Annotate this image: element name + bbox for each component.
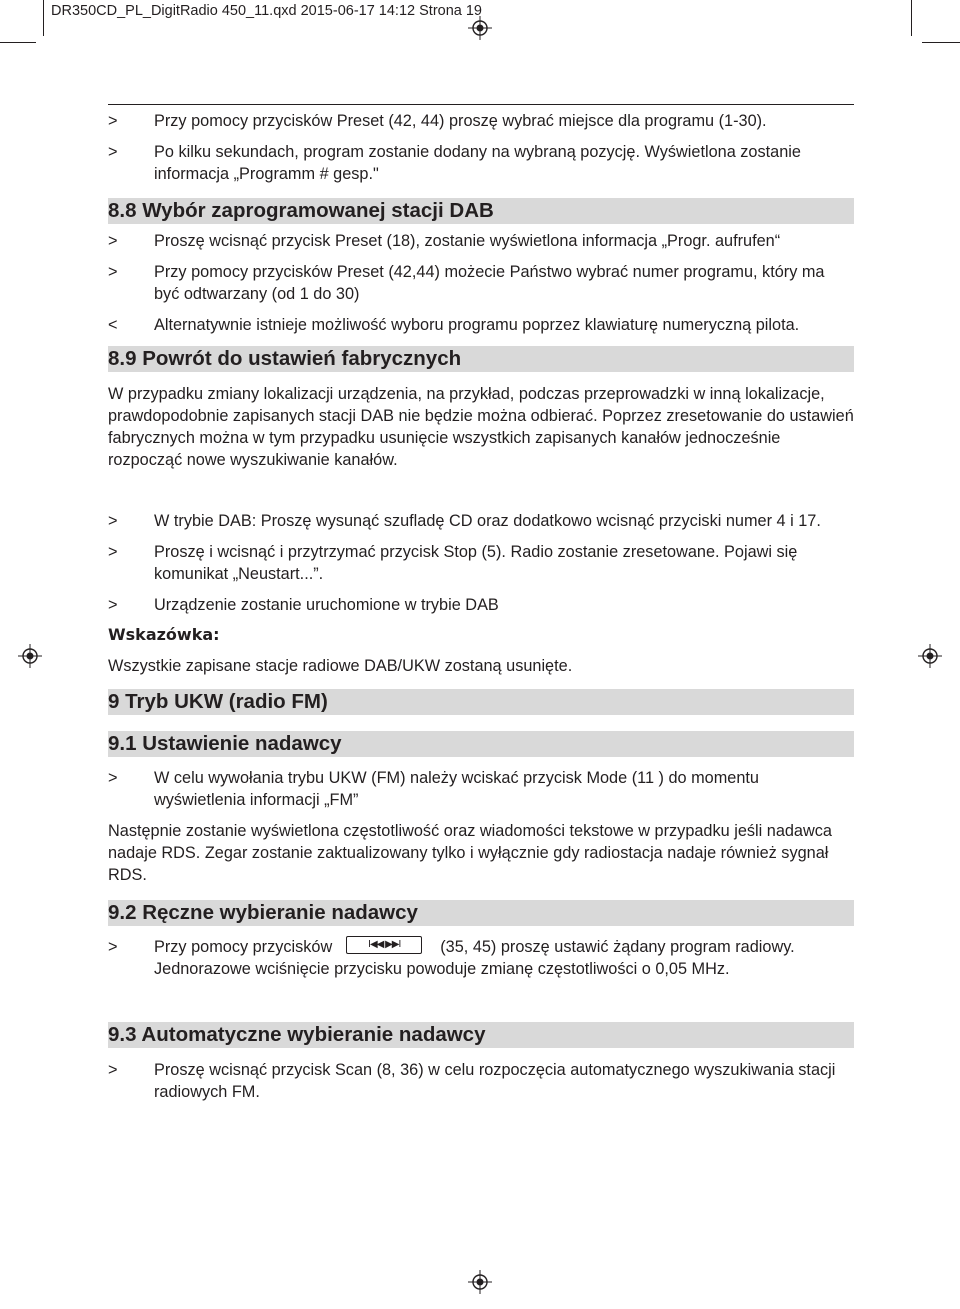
section-heading-9-1: 9.1 Ustawienie nadawcy (108, 731, 854, 757)
crop-mark-top-right (911, 0, 912, 36)
skip-back-forward-icon: I◀◀ ▶▶I (346, 936, 422, 954)
registration-mark-icon (468, 16, 492, 40)
page-content (108, 108, 854, 1103)
list-item: > Proszę wcisnąć przycisk Preset (18), zostanie wyświetlona informacja „Progr. aufrufen“ (108, 232, 781, 250)
list-item: > Proszę wcisnąć przycisk Scan (8, 36) w celu rozpoczęcia automatycznego wyszukiwania stacji radiowych FM. (108, 1061, 836, 1101)
list-item: > Urządzenie zostanie uruchomione w trybie DAB (108, 596, 499, 614)
crop-mark-top-left (43, 0, 44, 36)
list-item: > Przy pomocy przycisków Preset (42, 44) proszę wybrać miejsce dla programu (1-30). (108, 112, 767, 130)
paragraph: Następnie zostanie wyświetlona częstotliwość oraz wiadomości tekstowe w przypadku jeśli nadawca nadaje RDS. Zegar zostanie zaktualizowany tylko i wyłącznie gdy radiostacja nadaje również sygnał RDS. (108, 822, 832, 884)
list-item: > W trybie DAB: Proszę wysunąć szufladę CD oraz dodatkowo wcisnąć przyciski numer 4 i 17. (108, 512, 821, 530)
section-heading-9: 9 Tryb UKW (radio FM) (108, 689, 854, 715)
list-item: > Przy pomocy przycisków Preset (42,44) możecie Państwo wybrać numer programu, który ma być odtwarzany (od 1 do 30) (108, 263, 825, 303)
list-item: > W celu wywołania trybu UKW (FM) należy wciskać przycisk Mode (11 ) do momentu wyświetlenia informacji „FM” (108, 769, 759, 809)
registration-mark-icon (468, 1270, 492, 1294)
note-heading: Wskazówka: (108, 625, 220, 644)
header-rule (108, 104, 854, 105)
section-heading-9-2: 9.2 Ręczne wybieranie nadawcy (108, 900, 854, 926)
section-heading-8-9: 8.9 Powrót do ustawień fabrycznych (108, 346, 854, 372)
section-heading-8-8: 8.8 Wybór zaprogramowanej stacji DAB (108, 198, 854, 224)
list-item: > Po kilku sekundach, program zostanie dodany na wybraną pozycję. Wyświetlona zostanie informacja „Programm # gesp." (108, 143, 801, 183)
registration-mark-icon (18, 644, 42, 668)
registration-mark-icon (918, 644, 942, 668)
print-slug: DR350CD_PL_DigitRadio 450_11.qxd 2015-06-17 14:12 Strona 19 (51, 3, 482, 19)
list-item: > Proszę i wcisnąć i przytrzymać przycisk Stop (5). Radio zostanie zresetowane. Pojawi się komunikat „Neustart...”. (108, 543, 798, 583)
crop-mark-right-h (922, 42, 960, 43)
list-item: < Alternatywnie istnieje możliwość wyboru programu poprzez klawiaturę numeryczną pilota. (108, 316, 800, 334)
section-heading-9-3: 9.3 Automatyczne wybieranie nadawcy (108, 1022, 854, 1048)
list-item: > Przy pomocy przycisków I◀◀ ▶▶I (35, 45) proszę ustawić żądany program radiowy. Jednorazowe wciśnięcie przycisku powoduje zmianę częstotliwości o 0,05 MHz. (108, 936, 854, 980)
paragraph: W przypadku zmiany lokalizacji urządzenia, na przykład, podczas przeprowadzki w inną lokalizacje, prawdopodobnie zapisanych stacji DAB nie będzie można odbierać. Poprzez zresetowanie do ustawień fabrycznych można w tym przypadku usunięcie wszystkich zapisanych kanałów jednocześnie rozpocząć nowe wyszukiwanie kanałów. (108, 385, 854, 469)
note-text: Wszystkie zapisane stacje radiowe DAB/UKW zostaną usunięte. (108, 657, 573, 675)
crop-mark-left-h (0, 42, 36, 43)
